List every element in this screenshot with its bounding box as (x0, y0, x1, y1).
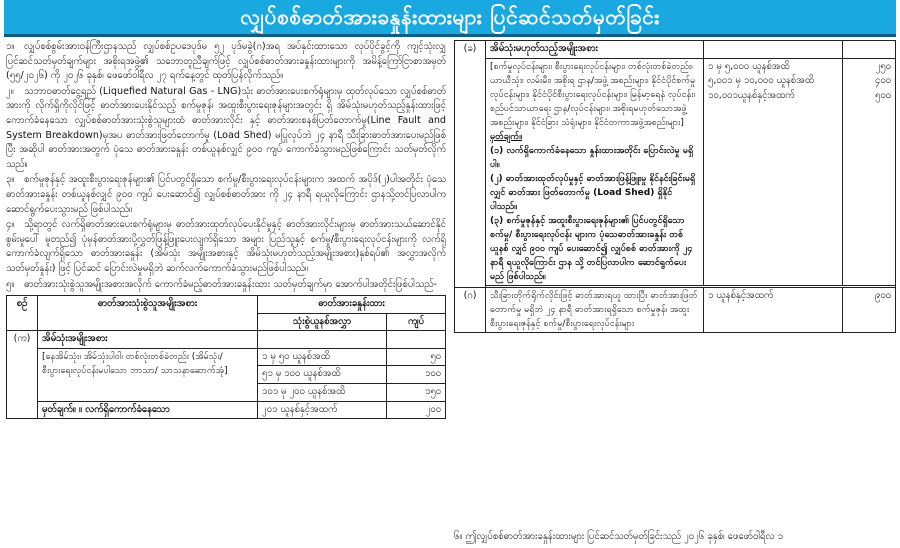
note-item: (၁) လက်ရှိကောက်ခံနေသော နှုန်းထားအတိုင်း ပြောင်းလဲမှု မရှိပါ။ (490, 145, 694, 170)
table-row (455, 287, 896, 332)
paragraph-3 (6, 173, 446, 217)
table-row (455, 41, 896, 59)
paragraph-number: ၂။ (6, 85, 14, 97)
units-cell: ၅၁ မှ ၁၀၀ ယူနစ်အထိ (258, 366, 387, 384)
kyat-cell: ၉၀၀ (843, 287, 896, 332)
paragraph-text: ဓာတ်အားသုံးစွဲသူအမျိုးအစားအလိုက် ကောက်ခံမည့်ဓာတ်အားခနှုန်းထား သတ်မှတ်ချက်မှာ အောက်ပါအတိုင်းဖြစ်ပါသည်- (24, 278, 437, 290)
paragraph-2 (6, 85, 446, 173)
paragraph-1 (6, 40, 446, 84)
right-column (454, 40, 896, 333)
units-cell (704, 58, 843, 285)
col-header-units: သုံးစွဲယူနစ်အလွှာ (258, 313, 387, 331)
left-column (6, 40, 446, 419)
kyat-value: ၂၅၀ (875, 60, 891, 72)
row-number: (ခ) (455, 41, 486, 288)
units-cell: ၁၀၁ မှ ၂၀၀ ယူနစ်အထိ (258, 384, 387, 402)
kyat-cell (843, 58, 896, 285)
row-number: (က) (7, 331, 38, 419)
units-cell (258, 331, 387, 349)
group-description: [နေအိမ်သုံး၊ အိမ်သုံးပါဝါ၊ တစ်လုံးတစ်ခဲတည်း (အိမ်သုံး/ စီးပွားရေးလုပ်ငန်းမပါသော ဘာသာ/ သာသနာဆောက်အုံ] (38, 348, 258, 401)
paragraph-text: စက်မှုဇုန်နှင့် အထူးစီးပွားရေးဇုန်များ၏ ပြင်ပတွင်ရှိသော စက်မှု/စီးပွားရေးလုပ်ငန်းများက အထက် အပိုဒ်(၂)ပါအတိုင်း ပုံသေဓာတ်အားခနှုန်း တစ်ယူနစ်လျှင် ၉၀၀ ကျပ် ပေးဆောင်၍ လျှပ်စစ်ဓာတ်အား ကို ၂၄ နာရီ ရယူလိုကြောင်း ဌာနသို့တင်ပြလာပါက ဆောင်ရွက်ပေးသွားမည် ဖြစ်ပါသည်။ (6, 174, 446, 215)
group-title: အိမ်သုံးအမျိုးအစား (38, 331, 258, 349)
col-header-kyat: ကျပ် (387, 313, 446, 331)
tariff-table-left (6, 295, 446, 419)
units-value: ၅,၀၀၁ မှ ၁၀,၀၀၀ ယူနစ်အထိ (708, 75, 815, 87)
paragraph-number: ၁။ (6, 41, 15, 52)
note-title: မှတ်ချက်။ (490, 131, 522, 142)
units-cell: ၁ မှ ၅၀ ယူနစ်အထိ (258, 348, 387, 366)
group-description: သီးခြားတိုက်ရိုက်လိုင်းဖြင့် ဓာတ်အားရယူ ထားပြီး ဓာတ်အားဖြတ်တောက်မှု မရှိဘဲ ၂၄ နာရီ ဓာတ်အားရရှိသော စက်မှုဇုန်၊ အထူး စီးပွားရေးဇုန်နှင့် စက်မှု/စီးပွားရေးလုပ်ငန်းများ (486, 287, 704, 332)
group-title: အိမ်သုံးမဟုတ်သည့်အမျိုးအစား (486, 41, 704, 59)
paragraph-number: ၃။ (6, 174, 15, 186)
paragraph-text: လျှပ်စစ်စွမ်းအားဝန်ကြီးဌာနသည် လျှပ်စစ်ဥပဒေပုဒ်မ ၅၂ ပုဒ်မခွဲ(ဂ)အရ အပ်နှင်းထားသော လုပ်ပိုင်ခွင့်ကို ကျင့်သုံးလျှ ပြင်ဆင်သတ်မှတ်ချက်များ အစိုးရအဖွဲ့၏ သဘောတူညီချက်ဖြင့် လျှပ်စစ်ဓာတ်အားခနှုန်းထားများကို အမိန့်ကြော်ငြာစာအမှတ် (၅၅/၂၀၂၆) ကို ၂၀၂၆ ခုနှစ်၊ ဖေဖော်ဝါရီလ ၂၇ ရက်နေ့တွင် ထုတ်ပြန်လိုက်သည်။ (6, 41, 446, 82)
paragraph-number: ၅။ (6, 278, 15, 290)
paragraph-4 (6, 218, 446, 276)
col-header-rate: ဓာတ်အားခနှုန်းထား (258, 296, 446, 314)
kyat-cell (387, 331, 446, 349)
kyat-cell: ၂၀၀ (387, 401, 446, 419)
units-cell: ၁ ယူနစ်နှင့်အထက် (704, 287, 843, 332)
tariff-table-right (454, 40, 896, 333)
notice-title: လျှပ်စစ်ဓာတ်အားခနှုန်းထားများ ပြင်ဆင်သတ်မှတ်ခြင်း (4, 0, 896, 37)
paragraph-number: ၄။ (6, 219, 15, 231)
table-row (7, 348, 446, 366)
col-header-type: ဓာတ်အားသုံးစွဲသူအမျိုးအစား (38, 296, 258, 331)
kyat-value: ၄၀၀ (874, 75, 891, 87)
table-row (7, 331, 446, 349)
units-value: ၁၀,၀၀၁ယူနစ်နှင့်အထက် (708, 89, 795, 101)
kyat-cell: ၁၅၀ (387, 384, 446, 402)
group-description (486, 58, 704, 285)
kyat-cell: ၁၀၀ (387, 366, 446, 384)
kyat-value: ၅၀၀ (874, 89, 891, 101)
table-row (455, 58, 896, 285)
table-row (7, 401, 446, 419)
note-item: (၂) ဓာတ်အားထုတ်လုပ်မှုနှင့် ဓာတ်အားဖြန့်ဖြူးမှု နိုင်နင်းခြင်းမရှိလျှင် ဓာတ်အား ဖြတ်တောက်မှု (Load Shed) ရှိနိုင်ပါသည်။ (490, 173, 696, 212)
units-cell: ၂၀၁ ယူနစ်နှင့်အထက် (258, 401, 387, 419)
paragraph-text: သို့ရာတွင် လက်ရှိဓာတ်အားပေးစက်ရုံများမှ ဓာတ်အားထုတ်လုပ်ပေးနိုင်မှုနှင့် ဓာတ်အားလိုင်းများမှ ဓာတ်အားသယ်ဆောင်နိုင်စွမ်းမှုပေါ် မူတည်၍ ပုံမှန်ဓာတ်အားပို့လွှတ်ဖြန့်ဖြူးပေးလျက်ရှိသော အများ ပြည်သူနှင့် စက်မှု/စီးပွားရေးလုပ်ငန်းများကို လက်ရှိကောက်ခံလျက်ရှိသော ဓာတ်အားခနှုန်း (အိမ်သုံး အမျိုးအစားနှင့် အိမ်သုံးမဟုတ်သည့်အမျိုးအစား)နှစ်ရပ်၏ အလွှာအလိုက် သတ်မှတ်နှုန်း) ဖြင့် ပြင်ဆင် ပြောင်းလဲမှုမရှိဘဲ ဆက်လက်ကောက်ခံသွားမည်ဖြစ်ပါသည်။ (6, 219, 446, 274)
paragraph-6: ၆။ ဤလျှပ်စစ်ဓာတ်အားခနှုန်းထားများ ပြင်ဆင်သတ်မှတ်ခြင်းသည် ၂၀၂၆ ခုနှစ်၊ ဖေဖော်ဝါရီလ ၁ (454, 531, 783, 542)
note-title: မှတ်ချက်။ ။ လက်ရှိကောက်ခံနေသော (38, 401, 258, 419)
paragraph-text: သဘာဝဓာတ်ငွေ့ရည် (Liquefied Natural Gas - LNG)သုံး ဓာတ်အားပေးစက်ရုံများမှ ထုတ်လုပ်သော လျှပ်စစ်ဓာတ်အားကို လိုက်ရှိကိုလိုင်ဖြင့် ဓာတ်အားပေးနိုင်သည့် စက်မှုဇုန်၊ အထူးစီးပွားရေးဇုန်များအတွင်း ရှိ အိမ်သုံးမဟုတ်သည့်နှုန်းထားဖြင့် ကောက်ခံနေသော လျှပ်စစ်ဓာတ်အားသုံးစွဲသူများထံ ဓာတ်အားလိုင်း နှင့် ဓာတ်အားစနစ်ပြတ်တောက်မှု(Line Fault and System Breakdown)မှအပ ဓာတ်အားဖြတ်တောက်မှု (Load Shed) မပြုလုပ်ဘဲ ၂၄ နာရီ သီးခြားဓာတ်အားပေးမည်ဖြစ်ပြီး အဆိုပါ ဓာတ်အားအတွက် ပုံသေ ဓာတ်အားခနှုန်း တစ်ယူနစ်လျှင် ၉၀၀ ကျပ် ကောက်ခံသွားမည်ဖြစ်ကြောင်း သတ်မှတ်လိုက်သည်။ (6, 85, 446, 170)
kyat-cell: ၅၀ (387, 348, 446, 366)
col-header-no: စဉ် (7, 296, 38, 331)
paragraph-5 (6, 278, 446, 293)
group-description-text: [စက်မှုလုပ်ငန်းများ၊ စီးပွားရေးလုပ်ငန်းများ၊ တစ်လုံးတစ်ခဲတည်း၊ ယာယီသုံး၊ လမ်းမီး၊ အစိုးရ ဌာန/အဖွဲ့ အစည်းများ၊ နိုင်ငံပိုင်စက်မှုလုပ်ငန်းများ၊ နိုင်ငံပိုင်စီးပွားရေးလုပ်ငန်းများ၊ မြန်မာ့ရေနံ လုပ်ငန်း၊ စည်ပင်သာယာရေး ဌာန/လုပ်ငန်းများ၊ အစိုးရမဟုတ်သောအဖွဲ့အစည်းများ၊ နိုင်ငံခြား သံရုံးများ၊ နိုင်ငံတကာအဖွဲ့အစည်းများ] (490, 61, 696, 128)
row-number: (ဂ) (455, 287, 486, 332)
kyat-cell (843, 41, 896, 59)
units-value: ၁ မှ ၅,၀၀၀ ယူနစ်အထိ (708, 60, 790, 72)
note-item: (၃) စက်မှုဇုန်နှင့် အထူးစီးပွားရေးဇုန်များ၏ ပြင်ပတွင်ရှိသော စက်မှု/ စီးပွားရေးလုပ်ငန်း များက ပုံသေဓာတ်အားခနှုန်း တစ်ယူနစ် လျှင် ၉၀၀ ကျပ် ပေးဆောင်၍ လျှပ်စစ် ဓာတ်အားကို ၂၄ နာရီ ရယူလိုကြောင်း ဌာန သို့ တင်ပြလာပါက ဆောင်ရွက်ပေးမည် ဖြစ်ပါသည်။ (490, 215, 693, 282)
units-cell (704, 41, 843, 59)
